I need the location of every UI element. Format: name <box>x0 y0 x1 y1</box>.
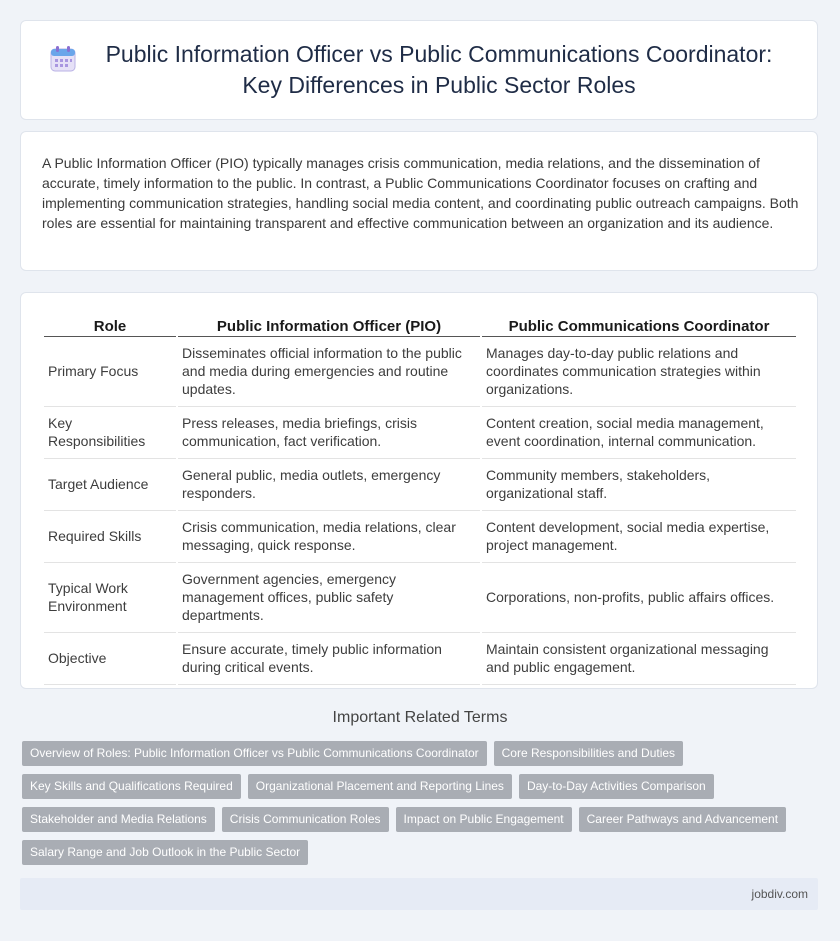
footer-site-link[interactable]: jobdiv.com <box>751 887 808 901</box>
related-term-tag[interactable]: Salary Range and Job Outlook in the Public Sector <box>22 840 308 865</box>
coordinator-cell: Content development, social media expertise, project management. <box>482 511 796 563</box>
related-term-tag[interactable]: Core Responsibilities and Duties <box>494 741 683 766</box>
table-row <box>44 633 796 685</box>
related-term-tag[interactable]: Key Skills and Qualifications Required <box>22 774 241 799</box>
comparison-table <box>42 317 798 685</box>
table-header-row <box>44 317 796 337</box>
comparison-card <box>20 292 818 689</box>
coordinator-cell: Maintain consistent organizational messaging and public engagement. <box>482 633 796 685</box>
related-terms-heading: Important Related Terms <box>332 709 508 726</box>
pio-cell: Government agencies, emergency management offices, public safety departments. <box>178 563 480 633</box>
pio-cell: Disseminates official information to the public and media during emergencies and routine updates. <box>178 337 480 407</box>
row-label: Target Audience <box>44 459 176 511</box>
related-term-tag[interactable]: Organizational Placement and Reporting Lines <box>248 774 512 799</box>
header-coordinator: Public Communications Coordinator <box>482 317 796 337</box>
related-term-tag[interactable]: Overview of Roles: Public Information Officer vs Public Communications Coordinator <box>22 741 487 766</box>
intro-card <box>20 131 818 271</box>
page-title: Public Information Officer vs Public Communications Coordinator: Key Differences in Public Sector Roles <box>105 41 773 98</box>
related-term-tag[interactable]: Day-to-Day Activities Comparison <box>519 774 714 799</box>
intro-paragraph: A Public Information Officer (PIO) typically manages crisis communication, media relations, and the dissemination of accurate, timely information to the public. In contrast, a Public Communications Coordinator focuses on crafting and implementing communication strategies, handling social media content, and coordinating public outreach campaigns. Both roles are essential for maintaining transparent and effective communication between an organization and its audience. <box>42 155 799 231</box>
row-label: Objective <box>44 633 176 685</box>
row-label: Typical Work Environment <box>44 563 176 633</box>
table-row <box>44 459 796 511</box>
coordinator-cell: Content creation, social media management, event coordination, internal communication. <box>482 407 796 459</box>
header-pio: Public Information Officer (PIO) <box>178 317 480 337</box>
header-role: Role <box>44 317 176 337</box>
row-label: Key Responsibilities <box>44 407 176 459</box>
pio-cell: Ensure accurate, timely public information during critical events. <box>178 633 480 685</box>
table-row <box>44 407 796 459</box>
table-row <box>44 511 796 563</box>
coordinator-cell: Manages day-to-day public relations and coordinates communication strategies within organizations. <box>482 337 796 407</box>
coordinator-cell: Corporations, non-profits, public affairs offices. <box>482 563 796 633</box>
row-label: Primary Focus <box>44 337 176 407</box>
row-label: Required Skills <box>44 511 176 563</box>
pio-cell: General public, media outlets, emergency responders. <box>178 459 480 511</box>
pio-cell: Press releases, media briefings, crisis communication, fact verification. <box>178 407 480 459</box>
footer <box>20 878 818 910</box>
pio-cell: Crisis communication, media relations, clear messaging, quick response. <box>178 511 480 563</box>
table-row <box>44 337 796 407</box>
title-card <box>20 20 818 120</box>
related-term-tag[interactable]: Stakeholder and Media Relations <box>22 807 215 832</box>
coordinator-cell: Community members, stakeholders, organizational staff. <box>482 459 796 511</box>
related-term-tag[interactable]: Impact on Public Engagement <box>396 807 572 832</box>
table-row <box>44 563 796 633</box>
related-terms-list <box>22 741 822 865</box>
related-term-tag[interactable]: Crisis Communication Roles <box>222 807 389 832</box>
related-term-tag[interactable]: Career Pathways and Advancement <box>579 807 786 832</box>
